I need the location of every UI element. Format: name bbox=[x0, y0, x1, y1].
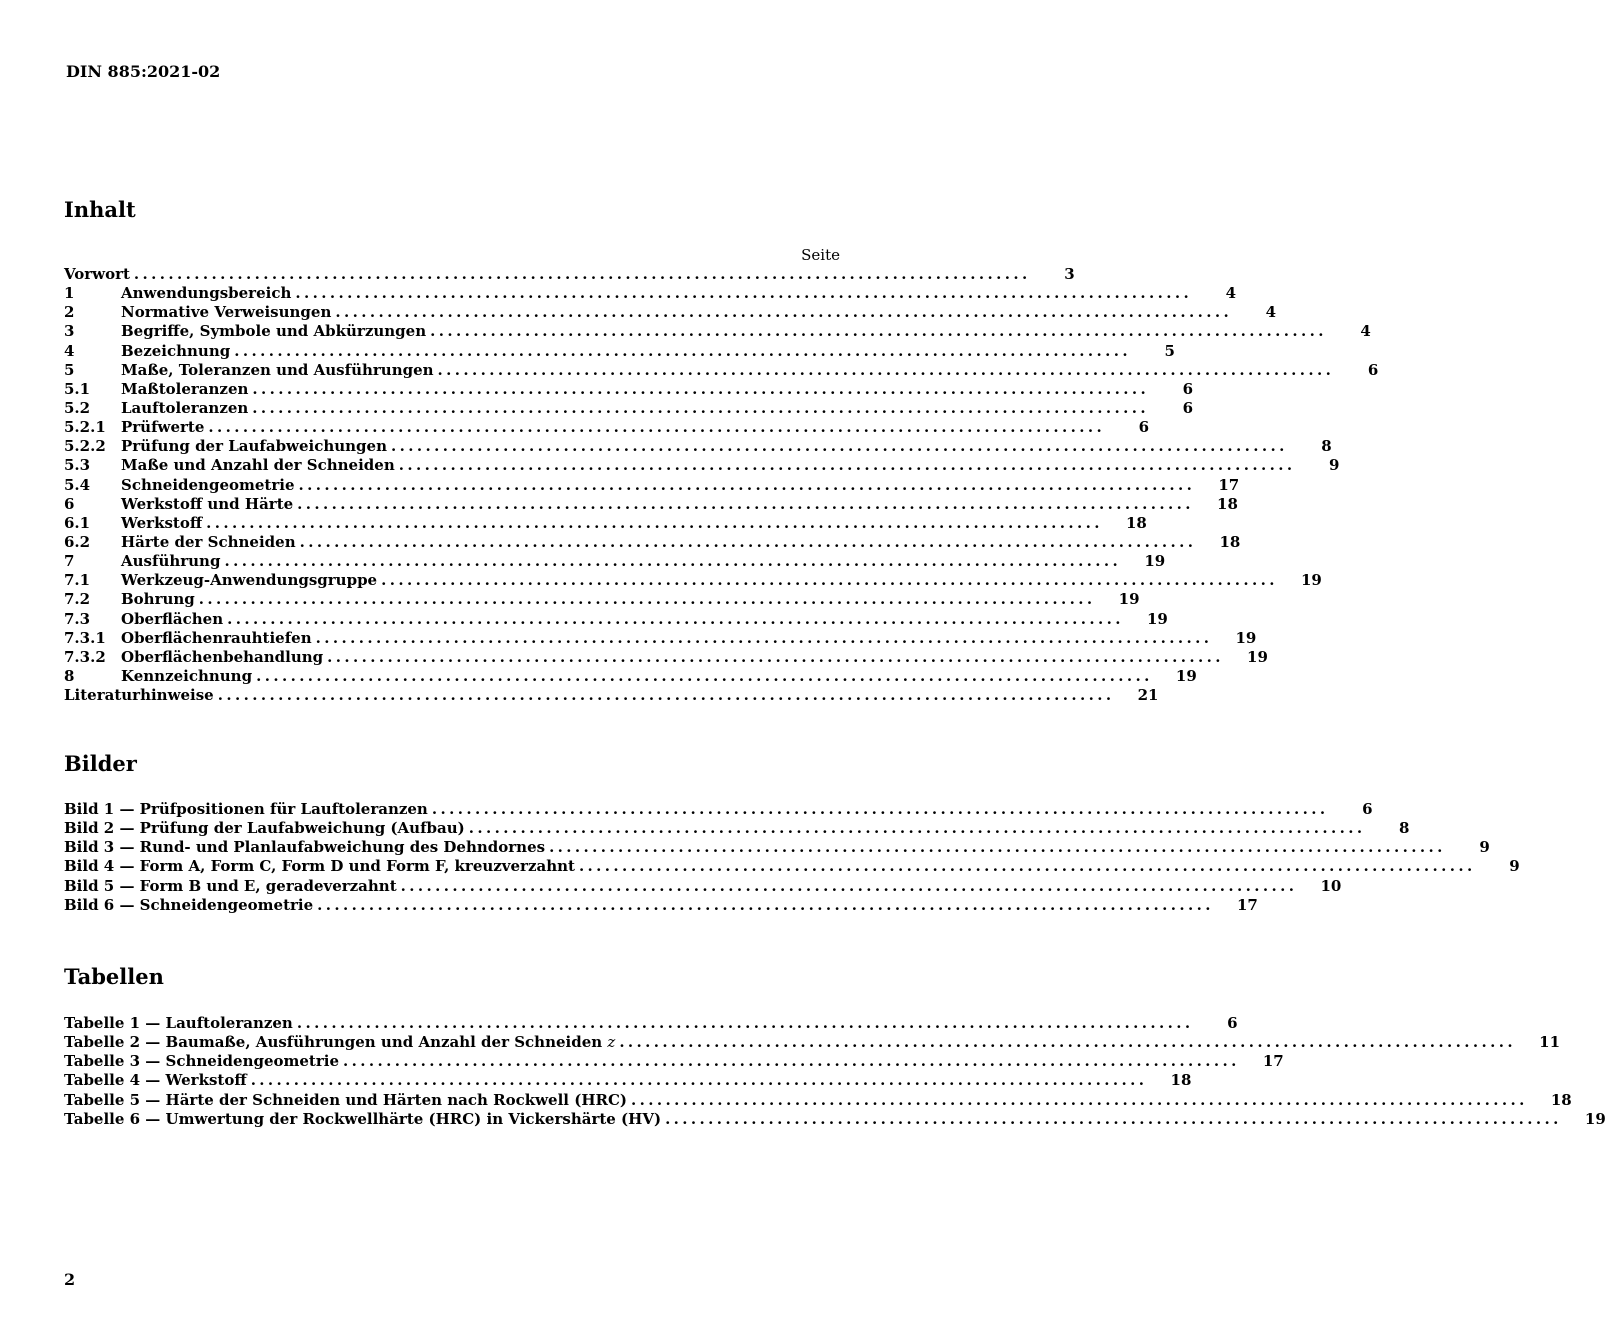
table-entry-symbol: z bbox=[607, 1033, 616, 1052]
toc-entry-title: Vorwort bbox=[64, 265, 130, 283]
table-entry-page: 18 bbox=[1170, 1071, 1192, 1090]
leader-dots: ........................................................................................................ bbox=[252, 379, 1150, 398]
toc-entry-title: Prüfung der Laufabweichungen bbox=[121, 437, 387, 456]
toc-entry[interactable] bbox=[64, 686, 1159, 705]
document-id: DIN 885:2021-02 bbox=[66, 62, 221, 81]
figure-entry[interactable] bbox=[64, 895, 1258, 915]
toc-entry-title: Normative Verweisungen bbox=[121, 303, 332, 322]
figure-entry[interactable] bbox=[64, 819, 1410, 838]
figure-entry-page: 9 bbox=[1509, 857, 1520, 876]
toc-entry-page: 9 bbox=[1329, 456, 1340, 475]
toc-entry-page: 19 bbox=[1235, 628, 1257, 647]
toc-entry-page: 19 bbox=[1146, 609, 1168, 628]
toc-entry[interactable] bbox=[64, 303, 1277, 322]
toc-entry-title: Werkstoff bbox=[121, 513, 203, 532]
leader-dots: ........................................................................................................ bbox=[256, 666, 1153, 685]
figure-entry-page: 8 bbox=[1399, 819, 1410, 838]
toc-entry-title: Maße, Toleranzen und Ausführungen bbox=[121, 360, 434, 379]
toc-entry-number: 6.1 bbox=[64, 513, 91, 532]
leader-dots: ........................................................................................................ bbox=[234, 341, 1131, 360]
figure-entry[interactable] bbox=[64, 857, 1520, 876]
toc-entry-number: 5.2.1 bbox=[64, 418, 106, 437]
leader-dots: ........................................................................................................ bbox=[299, 532, 1197, 551]
leader-dots: ........................................................................................................ bbox=[224, 552, 1122, 571]
table-entry[interactable] bbox=[64, 1014, 1238, 1033]
figure-entry-page: 6 bbox=[1362, 800, 1373, 818]
figure-entry-title: Bild 5 — Form B und E, geradeverzahnt bbox=[64, 876, 397, 895]
toc-entry[interactable] bbox=[64, 341, 1175, 361]
toc-entry[interactable] bbox=[64, 475, 1240, 495]
leader-dots: ........................................................................................................ bbox=[619, 1033, 1517, 1052]
toc-entry-title: Bezeichnung bbox=[121, 341, 231, 360]
leader-dots: ........................................................................................................ bbox=[665, 1109, 1562, 1128]
toc-entry-title: Oberflächen bbox=[121, 609, 224, 628]
leader-dots: ........................................................................................................ bbox=[252, 398, 1150, 417]
table-entry-page: 11 bbox=[1539, 1033, 1561, 1052]
table-entry[interactable] bbox=[64, 1109, 1606, 1129]
leader-dots: ........................................................................................................ bbox=[437, 360, 1335, 379]
toc-entry-title: Schneidengeometrie bbox=[121, 475, 295, 494]
toc-entry-page: 5 bbox=[1164, 341, 1175, 360]
toc-entry-page: 8 bbox=[1321, 437, 1332, 456]
leader-dots: ........................................................................................................ bbox=[327, 647, 1224, 666]
page-column-label: Seite bbox=[801, 246, 840, 264]
figures-list bbox=[64, 800, 1520, 915]
toc-entry[interactable] bbox=[64, 571, 1322, 590]
toc-entry[interactable] bbox=[64, 532, 1241, 552]
toc-entry-number: 6 bbox=[64, 494, 75, 513]
table-entry[interactable] bbox=[64, 1033, 1561, 1052]
toc-entry[interactable] bbox=[64, 418, 1150, 437]
leader-dots: ........................................................................................................ bbox=[431, 800, 1329, 818]
toc-entry-title: Maße und Anzahl der Schneiden bbox=[121, 456, 395, 475]
toc-entry-number: 7.2 bbox=[64, 590, 91, 609]
toc-entry[interactable] bbox=[64, 379, 1194, 399]
toc-entry-page: 19 bbox=[1144, 552, 1166, 571]
toc-entry-page: 18 bbox=[1126, 513, 1147, 532]
toc-entry-page: 18 bbox=[1219, 532, 1241, 551]
toc-entry-number: 5.4 bbox=[64, 475, 91, 494]
toc-entry-title: Begriffe, Symbole und Abkürzungen bbox=[121, 322, 427, 341]
toc-entry-title: Härte der Schneiden bbox=[121, 532, 296, 551]
leader-dots: ........................................................................................................ bbox=[430, 322, 1327, 341]
toc-entry-title: Literaturhinweise bbox=[64, 686, 214, 705]
figure-entry[interactable] bbox=[64, 800, 1373, 819]
toc-entry[interactable] bbox=[64, 360, 1379, 380]
leader-dots: ........................................................................................................ bbox=[317, 895, 1214, 914]
leader-dots: ........................................................................................................ bbox=[398, 456, 1296, 475]
table-entry[interactable] bbox=[64, 1071, 1192, 1090]
leader-dots: ........................................................................................................ bbox=[208, 418, 1106, 437]
leader-dots: ........................................................................................................ bbox=[217, 686, 1115, 705]
leader-dots: ........................................................................................................ bbox=[227, 609, 1124, 628]
leader-dots: ........................................................................................................ bbox=[391, 437, 1288, 456]
figure-entry-title: Bild 4 — Form A, Form C, Form D und Form F, kreuzverzahnt bbox=[64, 857, 575, 876]
table-entry[interactable] bbox=[64, 1052, 1284, 1071]
toc-entry-title: Werkstoff und Härte bbox=[121, 494, 294, 513]
leader-dots: ........................................................................................................ bbox=[297, 494, 1194, 513]
table-entry-page: 6 bbox=[1227, 1014, 1238, 1032]
table-entry-title: Tabelle 4 — Werkstoff bbox=[64, 1071, 247, 1090]
toc-entry-title: Kennzeichnung bbox=[121, 666, 253, 685]
toc-entry-page: 6 bbox=[1367, 360, 1379, 379]
toc-entry-number: 4 bbox=[64, 341, 75, 360]
toc-entry-page: 19 bbox=[1300, 571, 1322, 590]
figure-entry-page: 9 bbox=[1479, 838, 1490, 857]
toc-entry-number: 5 bbox=[64, 360, 75, 379]
toc-entry-title: Ausführung bbox=[121, 552, 221, 571]
toc-entry-page: 4 bbox=[1265, 303, 1277, 322]
toc-entry-page: 4 bbox=[1225, 284, 1237, 303]
toc-entry[interactable] bbox=[64, 552, 1166, 571]
toc-entry-page: 3 bbox=[1064, 265, 1075, 283]
toc-entry-number: 5.2.2 bbox=[64, 437, 106, 456]
table-entry-title: Tabelle 3 — Schneidengeometrie bbox=[64, 1052, 340, 1071]
toc-entry-number: 7.3.1 bbox=[64, 628, 106, 647]
table-entry-page: 17 bbox=[1262, 1052, 1284, 1071]
table-entry[interactable] bbox=[64, 1090, 1572, 1110]
toc-entry[interactable] bbox=[64, 628, 1257, 648]
toc-entry[interactable] bbox=[64, 437, 1332, 456]
toc-entry[interactable] bbox=[64, 513, 1147, 533]
figure-entry-title: Bild 1 — Prüfpositionen für Lauftoleranzen bbox=[64, 800, 428, 818]
leader-dots: ........................................................................................................ bbox=[381, 571, 1278, 590]
toc-entry-title: Oberflächenbehandlung bbox=[121, 647, 324, 666]
leader-dots: ........................................................................................................ bbox=[296, 1014, 1194, 1032]
toc-entry-number: 7.3 bbox=[64, 609, 91, 628]
toc-entry-number: 6.2 bbox=[64, 532, 91, 551]
toc-entry-number: 8 bbox=[64, 666, 75, 685]
table-entry-title: Tabelle 5 — Härte der Schneiden und Härten nach Rockwell (HRC) bbox=[64, 1090, 627, 1109]
figure-entry-page: 10 bbox=[1320, 876, 1342, 895]
toc-entry-number: 3 bbox=[64, 322, 75, 341]
table-entry-title: Tabelle 1 — Lauftoleranzen bbox=[64, 1014, 293, 1032]
leader-dots: ........................................................................................................ bbox=[250, 1071, 1148, 1090]
toc-entry-page: 6 bbox=[1138, 418, 1150, 437]
toc-entry-number: 7.3.2 bbox=[64, 647, 106, 666]
table-entry-title-wrap bbox=[64, 1033, 619, 1052]
leader-dots: ........................................................................................................ bbox=[468, 819, 1366, 838]
figure-entry-title: Bild 3 — Rund- und Planlaufabweichung des Dehndornes bbox=[64, 838, 546, 857]
contents-list bbox=[64, 265, 1379, 705]
toc-entry-number: 1 bbox=[64, 284, 75, 303]
toc-entry-number: 2 bbox=[64, 303, 75, 322]
leader-dots: ........................................................................................................ bbox=[198, 590, 1096, 609]
toc-entry-title: Oberflächenrauhtiefen bbox=[121, 628, 312, 647]
figure-entry-title: Bild 6 — Schneidengeometrie bbox=[64, 895, 314, 914]
toc-entry-page: 19 bbox=[1247, 647, 1268, 666]
table-entry-page: 18 bbox=[1550, 1090, 1572, 1109]
figure-entry[interactable] bbox=[64, 838, 1490, 857]
toc-entry-page: 19 bbox=[1118, 590, 1140, 609]
toc-entry-page: 17 bbox=[1218, 475, 1240, 494]
toc-entry[interactable] bbox=[64, 666, 1197, 686]
toc-entry[interactable] bbox=[64, 322, 1371, 341]
leader-dots: ........................................................................................................ bbox=[315, 628, 1213, 647]
toc-entry-page: 4 bbox=[1360, 322, 1371, 341]
figure-entry-page: 17 bbox=[1237, 895, 1258, 914]
toc-entry-title: Werkzeug-Anwendungsgruppe bbox=[121, 571, 378, 590]
leader-dots: ........................................................................................................ bbox=[206, 513, 1103, 532]
toc-entry-number: 5.3 bbox=[64, 456, 91, 475]
leader-dots: ........................................................................................................ bbox=[298, 475, 1196, 494]
tables-list bbox=[64, 1014, 1606, 1129]
toc-entry[interactable] bbox=[64, 609, 1168, 629]
toc-entry[interactable] bbox=[64, 647, 1268, 667]
toc-entry-title: Maßtoleranzen bbox=[121, 379, 249, 398]
toc-entry-title: Anwendungsbereich bbox=[121, 284, 292, 303]
toc-entry-page: 6 bbox=[1182, 379, 1194, 398]
figure-entry[interactable] bbox=[64, 876, 1342, 896]
leader-dots: ........................................................................................................ bbox=[335, 303, 1233, 322]
leader-dots: ........................................................................................................ bbox=[549, 838, 1446, 857]
toc-entry[interactable] bbox=[64, 265, 1075, 284]
toc-entry[interactable] bbox=[64, 456, 1340, 475]
contents-heading: Inhalt bbox=[64, 197, 136, 222]
leader-dots: ........................................................................................................ bbox=[133, 265, 1031, 283]
toc-entry-page: 18 bbox=[1217, 494, 1238, 513]
table-entry-title: Tabelle 2 — Baumaße, Ausführungen und Anzahl der Schneiden bbox=[64, 1033, 603, 1052]
toc-entry[interactable] bbox=[64, 494, 1238, 514]
toc-entry-number: 7.1 bbox=[64, 571, 91, 590]
leader-dots: ........................................................................................................ bbox=[343, 1052, 1240, 1071]
toc-entry-title: Bohrung bbox=[121, 590, 195, 609]
table-entry-page: 19 bbox=[1584, 1109, 1606, 1128]
page-number: 2 bbox=[64, 1270, 76, 1289]
toc-entry-page: 21 bbox=[1137, 686, 1159, 705]
toc-entry-number: 5.2 bbox=[64, 398, 91, 417]
tables-heading: Tabellen bbox=[64, 964, 164, 989]
toc-entry-title: Lauftoleranzen bbox=[121, 398, 249, 417]
toc-entry[interactable] bbox=[64, 590, 1140, 609]
toc-entry-number: 5.1 bbox=[64, 379, 91, 398]
toc-entry-title: Prüfwerte bbox=[121, 418, 205, 437]
toc-entry[interactable] bbox=[64, 398, 1194, 418]
figure-entry-title: Bild 2 — Prüfung der Laufabweichung (Aufbau) bbox=[64, 819, 465, 838]
toc-entry-page: 19 bbox=[1175, 666, 1197, 685]
toc-entry-number: 7 bbox=[64, 552, 75, 571]
leader-dots: ........................................................................................................ bbox=[295, 284, 1193, 303]
toc-entry[interactable] bbox=[64, 284, 1237, 303]
toc-entry-page: 6 bbox=[1182, 398, 1194, 417]
figures-heading: Bilder bbox=[64, 751, 137, 776]
leader-dots: ........................................................................................................ bbox=[631, 1090, 1528, 1109]
leader-dots: ........................................................................................................ bbox=[400, 876, 1298, 895]
table-entry-title: Tabelle 6 — Umwertung der Rockwellhärte (HRC) in Vickershärte (HV) bbox=[64, 1109, 662, 1128]
leader-dots: ........................................................................................................ bbox=[578, 857, 1476, 876]
